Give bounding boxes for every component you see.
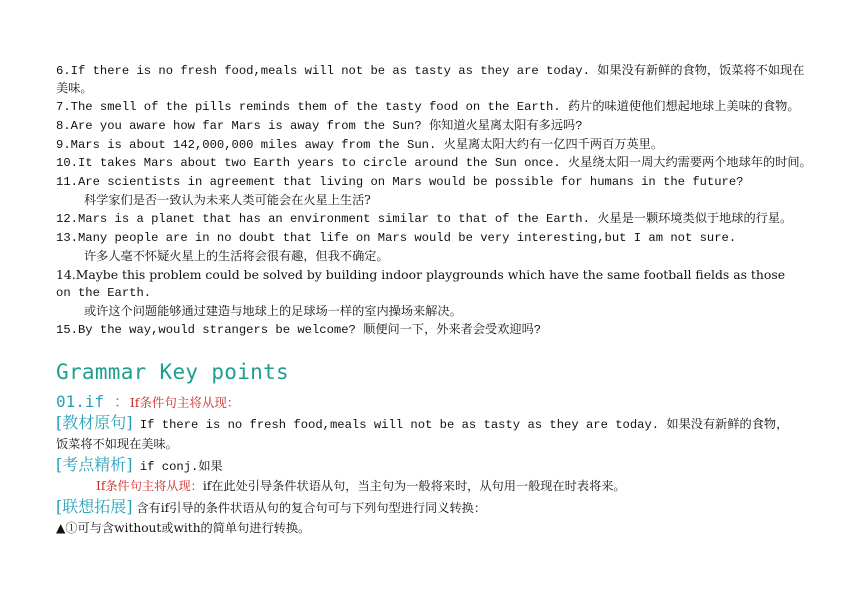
expansion-bullet: ▲①可与含without或with的简单句进行转换。: [56, 521, 311, 535]
original-sentence-text: If there is no fresh food,meals will not be as tasty as they are today. 如果没有新鲜的食物，: [132, 418, 789, 432]
rule-row: [96, 477, 626, 495]
sentence-14: 14.Maybe this problem could be solved by building indoor playgrounds which have the same football fields as those: [56, 267, 786, 282]
analysis-row: [56, 456, 223, 476]
expansion-tag: [联想拓展]: [56, 497, 133, 516]
sentence-13-translation: 许多人毫不怀疑火星上的生活将会很有趣，但我不确定。: [84, 249, 389, 263]
sentence-7: 7.The smell of the pills reminds them of the tasty food on the Earth. 药片的味道使他们想起地球上美味的食物。: [56, 100, 800, 114]
grammar-subheading: [56, 389, 239, 412]
sentence-14-cont: on the Earth.: [56, 286, 152, 300]
sentence-6: 6.If there is no fresh food,meals will not be as tasty as they are today. 如果没有新鲜的食物，饭菜将不如现在: [56, 64, 805, 78]
subheading-number: 01.if ：: [56, 392, 130, 411]
sentence-8: 8.Are you aware how far Mars is away from the Sun? 你知道火星离太阳有多远吗?: [56, 119, 583, 133]
original-sentence-row: [56, 414, 788, 434]
rule-label: If条件句主将从现：: [96, 479, 203, 493]
subheading-label: If条件句主将从现：: [129, 395, 240, 410]
original-sentence-cont: 饭菜将不如现在美味。: [56, 437, 178, 451]
analysis-text: if conj.如果: [132, 460, 223, 474]
grammar-heading: Grammar Key points: [56, 360, 289, 384]
expansion-text: 含有if引导的条件状语从句的复合句可与下列句型进行同义转换：: [132, 501, 487, 515]
sentence-14-translation: 或许这个问题能够通过建造与地球上的足球场一样的室内操场来解决。: [84, 304, 462, 318]
original-sentence-tag: [教材原句]: [56, 413, 133, 432]
sentence-11: 11.Are scientists in agreement that living on Mars would be possible for humans in the future?: [56, 175, 744, 189]
sentence-13: 13.Many people are in no doubt that life on Mars would be very interesting,but I am not sure.: [56, 231, 737, 245]
expansion-row: [56, 498, 486, 517]
sentence-15: 15.By the way,would strangers be welcome? 顺便问一下，外来者会受欢迎吗?: [56, 323, 542, 337]
analysis-tag: [考点精析]: [56, 455, 133, 474]
sentence-11-translation: 科学家们是否一致认为未来人类可能会在火星上生活?: [84, 193, 371, 207]
rule-text: if在此处引导条件状语从句，当主句为一般将来时，从句用一般现在时表将来。: [202, 479, 626, 493]
sentence-9: 9.Mars is about 142,000,000 miles away from the Sun. 火星离太阳大约有一亿四千两百万英里。: [56, 138, 664, 152]
sentence-10: 10.It takes Mars about two Earth years to circle around the Sun once. 火星绕太阳一周大约需要两个地球年的时间。: [56, 156, 812, 170]
sentence-12: 12.Mars is a planet that has an environment similar to that of the Earth. 火星是一颗环境类似于地球的行星。: [56, 212, 793, 226]
sentence-6-cont: 美味。: [56, 82, 93, 96]
